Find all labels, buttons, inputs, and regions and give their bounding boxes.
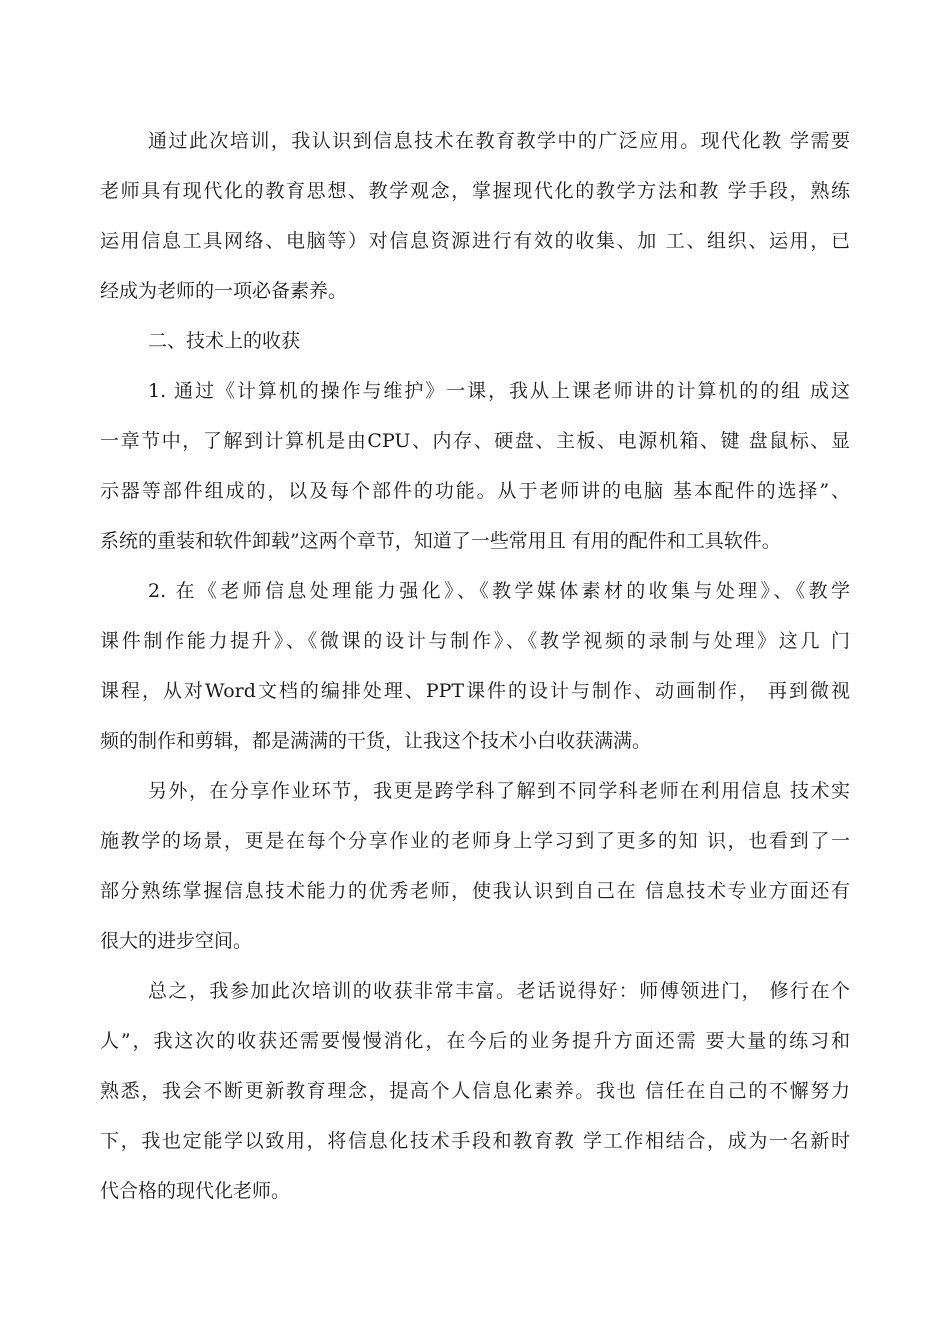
paragraph-line: 频的制作和剪辑，都是满满的干货，让我这个技术小白收获满满。	[100, 730, 652, 752]
section-heading: 二、技术上的收获	[148, 330, 301, 352]
paragraph-line: 总之，我参加此次培训的收获非常丰富。老话说得好：师傅领进门， 修行在个	[148, 980, 850, 1002]
paragraph-line: 部分熟练掌握信息技术能力的优秀老师，使我认识到自己在 信息技术专业方面还有	[100, 880, 850, 902]
paragraph-line: 另外，在分享作业环节，我更是跨学科了解到不同学科老师在利用信息 技术实	[148, 780, 850, 802]
paragraph-line: 人”，我这次的收获还需要慢慢消化，在今后的业务提升方面还需 要大量的练习和	[100, 1030, 850, 1052]
paragraph-line: 1. 通过《计算机的操作与维护》一课，我从上课老师讲的计算机的的组 成这	[148, 380, 850, 402]
paragraph-line: 施教学的场景，更是在每个分享作业的老师身上学习到了更多的知 识，也看到了一	[100, 830, 850, 852]
paragraph-line: 课程，从对Word文档的编排处理、PPT课件的设计与制作、动画制作， 再到微视	[100, 680, 850, 702]
paragraph-line: 一章节中，了解到计算机是由CPU、内存、硬盘、主板、电源机箱、键 盘鼠标、显	[100, 430, 850, 452]
paragraph-line: 2. 在《老师信息处理能力强化》、《教学媒体素材的收集与处理》、《教学	[148, 580, 850, 602]
paragraph-line: 课件制作能力提升》、《微课的设计与制作》、《教学视频的录制与处理》这几 门	[100, 630, 850, 652]
paragraph-line: 经成为老师的一项必备素养。	[100, 280, 348, 302]
paragraph-line: 熟悉，我会不断更新教育理念，提高个人信息化素养。我也 信任在自己的不懈努力	[100, 1080, 850, 1102]
paragraph-line: 示器等部件组成的，以及每个部件的功能。从于老师讲的电脑 基本配件的选择”、	[100, 480, 850, 502]
document-body	[100, 116, 850, 1216]
paragraph-line: 系统的重装和软件卸载”这两个章节，知道了一些常用且 有用的配件和工具软件。	[100, 530, 781, 552]
paragraph-line: 代合格的现代化老师。	[100, 1180, 291, 1202]
paragraph-line: 下，我也定能学以致用，将信息化技术手段和教育教 学工作相结合，成为一名新时	[100, 1130, 850, 1152]
paragraph-line: 老师具有现代化的教育思想、教学观念，掌握现代化的教学方法和教 学手段，熟练	[100, 180, 850, 202]
paragraph-line: 运用信息工具网络、电脑等）对信息资源进行有效的收集、加 工、组织、运用，已	[100, 230, 850, 252]
paragraph-line: 通过此次培训，我认识到信息技术在教育教学中的广泛应用。现代化教 学需要	[148, 130, 850, 152]
paragraph-line: 很大的进步空间。	[100, 930, 253, 952]
